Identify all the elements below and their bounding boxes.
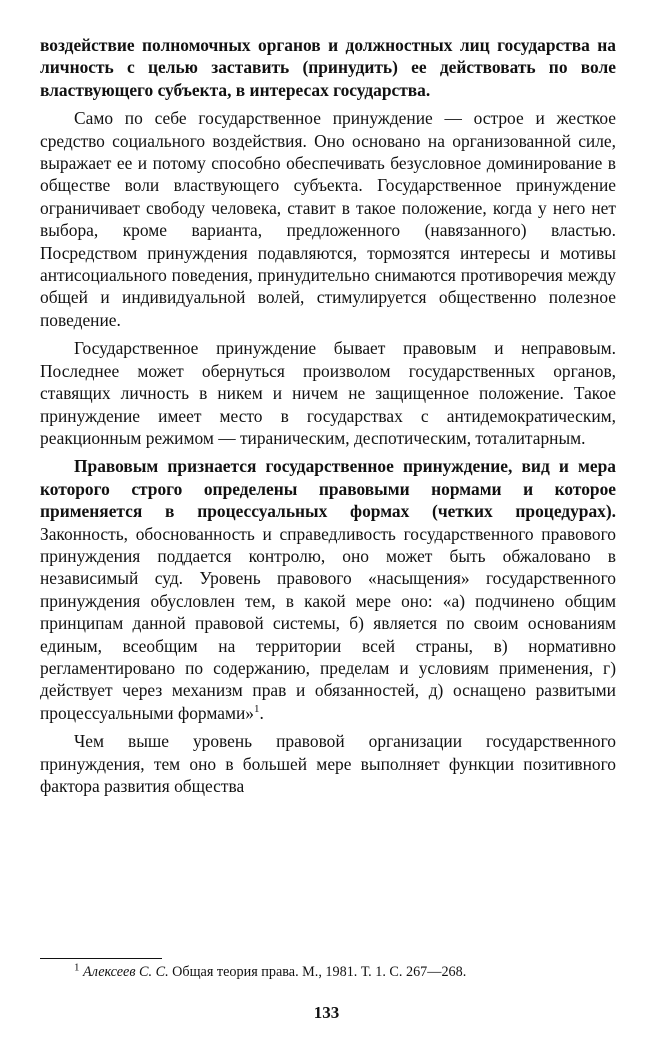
- page-body: [40, 34, 616, 803]
- page-number: 133: [313, 1003, 340, 1022]
- footnote-divider: [40, 958, 162, 959]
- legal-coercion-text: Законность, обоснованность и справедливость государственного правового принуждения поддается контролю, оно может быть обжаловано в независимый суд. Уровень правового «насыщения» государственного принуждения обусловлен тем, в какой мере оно: «а) подчинено общим принципам данной правовой системы, б) является по своим основаниям единым, всеобщим на территории всей страны, в) нормативно регламентировано по содержанию, пределам и условиям применения, г) действует через механизм прав и обязанностей, д) оснащено развитыми процессуальными формами»: [40, 523, 616, 723]
- paragraph-legal-nonlegal: Государственное принуждение бывает правовым и неправовым. Последнее может обернуться произволом государственных органов, ставящих личность в никем и ничем не защищенное положение. Такое принуждение имеет место в государствах с антидемократическим, реакционным режимом — тираническим, деспотическим, тоталитарным.: [40, 338, 616, 448]
- legal-coercion-definition: Правовым признается государственное принуждение, вид и мера которого строго определены правовыми нормами и которое применяется в процессуальных формах (четких процедурах).: [40, 456, 616, 522]
- paragraph-end-punctuation: .: [259, 702, 264, 723]
- paragraph-definition-continuation: воздействие полномочных органов и должностных лиц государства на личность с целью заставить (принудить) ее действовать по воле властвующего субъекта, в интересах государства.: [40, 35, 616, 100]
- paragraph-legal-coercion: [40, 455, 616, 724]
- footnote-reference: 1: [253, 702, 260, 715]
- footnote: [40, 963, 616, 981]
- footnote-number: 1: [74, 961, 80, 974]
- paragraph-coercion-nature: Само по себе государственное принуждение — острое и жесткое средство социального воздействия. Оно основано на организованной силе, выражает ее и потому способно обеспечивать безусловное доминирование в обществе воли властвующего субъекта. Государственное принуждение ограничивает свободу человека, ставит в такое положение, когда у него нет выбора, кроме варианта, предложенного (навязанного) властью. Посредством принуждения подавляются, тормозятся интересы и мотивы антисоциального поведения, принудительно снимаются противоречия между общей и индивидуальной волей, стимулируется общественно полезное поведение.: [40, 108, 616, 330]
- footnote-source: Общая теория права. М., 1981. Т. 1. С. 267—268.: [168, 964, 467, 980]
- paragraph-legal-organization: Чем выше уровень правовой организации государственного принуждения, тем оно в большей мере выполняет функции позитивного фактора развития общества: [40, 731, 616, 796]
- footnote-author: Алексеев С. С.: [83, 964, 169, 980]
